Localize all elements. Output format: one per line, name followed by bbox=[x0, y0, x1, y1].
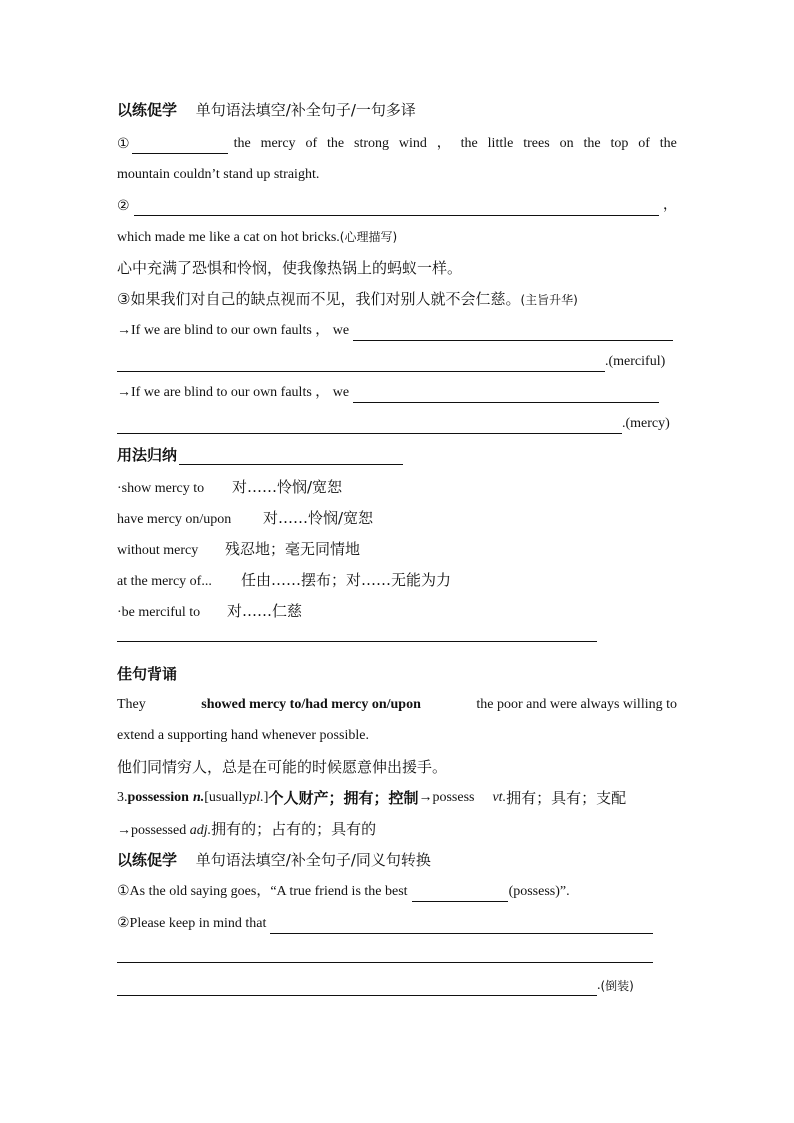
question-1-text bbox=[234, 134, 677, 154]
usage-meaning: 残忍地；毫无同情地 bbox=[225, 540, 361, 558]
answer-blank[interactable] bbox=[117, 980, 597, 996]
question-number: ② bbox=[117, 198, 130, 214]
question-2-line-1 bbox=[117, 196, 677, 216]
practice-label: 以练促学 bbox=[117, 851, 178, 869]
question-1-word: strong bbox=[354, 136, 389, 151]
usage-note-plural: pl. bbox=[249, 790, 264, 805]
usage-phrase: at the mercy of... bbox=[117, 574, 212, 589]
derived-word: →possessed bbox=[117, 823, 187, 838]
vocab-entry-line-1 bbox=[117, 788, 677, 808]
usage-phrase: ·show mercy to bbox=[117, 481, 205, 496]
highlighted-phrase: showed mercy to/had mercy on/upon bbox=[201, 697, 421, 712]
usage-note: [usually bbox=[204, 790, 250, 805]
annotation: (心理描写) bbox=[339, 230, 398, 244]
answer-blank[interactable] bbox=[353, 387, 659, 403]
entry-number: 3. bbox=[117, 790, 128, 805]
usage-note-close: ] bbox=[263, 790, 269, 805]
good-sentence-line-1 bbox=[117, 695, 677, 715]
heading-rule bbox=[179, 453, 403, 465]
usage-phrase: ·be merciful to bbox=[117, 605, 201, 620]
question-2-line-1 bbox=[117, 914, 677, 934]
annotation: (倒装) bbox=[600, 979, 634, 993]
practice-label: 以练促学 bbox=[117, 101, 178, 119]
usage-meaning: 任由……摆布；对……无能为力 bbox=[241, 571, 452, 589]
question-3-prompt bbox=[117, 289, 677, 310]
answer-blank[interactable] bbox=[117, 356, 605, 372]
question-1-word: little bbox=[487, 136, 514, 151]
question-1-word: the bbox=[659, 136, 677, 151]
question-1-line-1 bbox=[117, 134, 677, 154]
answer-blank[interactable] bbox=[412, 887, 508, 902]
section-divider bbox=[117, 641, 597, 642]
practice-subheading: 单句语法填空/补全句子/同义句转换 bbox=[195, 851, 431, 869]
part-of-speech: adj. bbox=[189, 823, 212, 838]
question-2-translation: 心中充满了恐惧和怜悯，使我像热锅上的蚂蚁一样。 bbox=[117, 259, 463, 277]
punctuation: ， bbox=[663, 198, 677, 213]
usage-phrase: without mercy bbox=[117, 543, 199, 558]
question-1 bbox=[117, 882, 677, 902]
question-2-line-3 bbox=[117, 976, 677, 996]
usage-item bbox=[117, 570, 677, 592]
hint: .(mercy) bbox=[622, 416, 670, 431]
question-3b-line-1 bbox=[117, 383, 677, 403]
question-1-text: ①As the old saying goes，“A true friend is the best bbox=[117, 884, 408, 899]
question-1-word: of bbox=[638, 136, 650, 151]
hint: (possess)”. bbox=[508, 884, 570, 899]
derived-meaning: 拥有；具有；支配 bbox=[506, 789, 627, 807]
part-of-speech: vt. bbox=[492, 790, 507, 805]
sentence-start: They bbox=[117, 697, 146, 712]
usage-meaning: 对……仁慈 bbox=[227, 602, 303, 620]
question-1-line-2: mountain couldn’t stand up straight. bbox=[117, 167, 320, 182]
section-heading bbox=[117, 100, 677, 120]
question-2-text: which made me like a cat on hot bricks. bbox=[117, 230, 340, 245]
answer-blank[interactable] bbox=[117, 418, 622, 434]
question-3a-text: →If we are blind to our own faults ， we bbox=[117, 323, 350, 338]
headword: possession bbox=[127, 790, 189, 805]
good-sentence-line-2: extend a supporting hand whenever possible. bbox=[117, 728, 369, 743]
question-1-word: the bbox=[233, 136, 251, 151]
usage-meaning: 对……怜悯/宽恕 bbox=[232, 478, 343, 496]
question-1-word: top bbox=[610, 136, 629, 151]
question-1-word: the bbox=[460, 136, 478, 151]
derived-word: →possess bbox=[418, 790, 475, 805]
question-1-word: the bbox=[583, 136, 601, 151]
practice-subheading: 单句语法填空/补全句子/一句多译 bbox=[195, 101, 416, 119]
answer-blank[interactable] bbox=[353, 325, 673, 341]
punctuation: . bbox=[597, 978, 601, 993]
usage-heading bbox=[117, 445, 677, 465]
derived-meaning: 拥有的；占有的；具有的 bbox=[211, 820, 377, 838]
question-2-line-2 bbox=[117, 227, 677, 248]
question-number: ① bbox=[117, 136, 130, 152]
sentence-rest: the poor and were always willing to bbox=[476, 697, 677, 712]
vocab-entry-line-2 bbox=[117, 819, 677, 841]
usage-phrase: have mercy on/upon bbox=[117, 512, 232, 527]
question-2-text: ②Please keep in mind that bbox=[117, 916, 267, 931]
usage-meaning: 对……怜悯/宽恕 bbox=[263, 509, 374, 527]
usage-item bbox=[117, 539, 677, 561]
question-3b-line-2 bbox=[117, 414, 677, 434]
part-of-speech: n. bbox=[192, 790, 205, 805]
question-1-word: mercy bbox=[260, 136, 296, 151]
question-1-word: ， bbox=[436, 136, 451, 151]
answer-line[interactable] bbox=[117, 962, 653, 963]
annotation: (主旨升华) bbox=[520, 293, 578, 307]
answer-blank[interactable] bbox=[134, 200, 659, 216]
hint: .(merciful) bbox=[605, 354, 666, 369]
usage-title: 用法归纳 bbox=[117, 446, 178, 464]
question-1-word: wind bbox=[398, 136, 427, 151]
good-sentence-translation: 他们同情穷人，总是在可能的时候愿意伸出援手。 bbox=[117, 758, 448, 776]
usage-item bbox=[117, 601, 677, 623]
question-3-text: ③如果我们对自己的缺点视而不见，我们对别人就不会仁慈。 bbox=[117, 290, 521, 308]
question-1-word: trees bbox=[523, 136, 550, 151]
question-1-word: the bbox=[327, 136, 345, 151]
question-3b-text: →If we are blind to our own faults ， we bbox=[117, 385, 350, 400]
question-1-word: of bbox=[305, 136, 318, 151]
headword-meaning: 个人财产；拥有；控制 bbox=[268, 789, 419, 807]
question-3a-line-2 bbox=[117, 352, 677, 372]
good-sentence-heading: 佳句背诵 bbox=[117, 665, 178, 683]
question-3a-line-1 bbox=[117, 321, 677, 341]
answer-blank[interactable] bbox=[270, 918, 653, 934]
question-1-word: on bbox=[559, 136, 574, 151]
usage-item bbox=[117, 477, 677, 499]
answer-blank[interactable] bbox=[132, 139, 228, 154]
section-heading bbox=[117, 850, 677, 870]
usage-item bbox=[117, 508, 677, 530]
